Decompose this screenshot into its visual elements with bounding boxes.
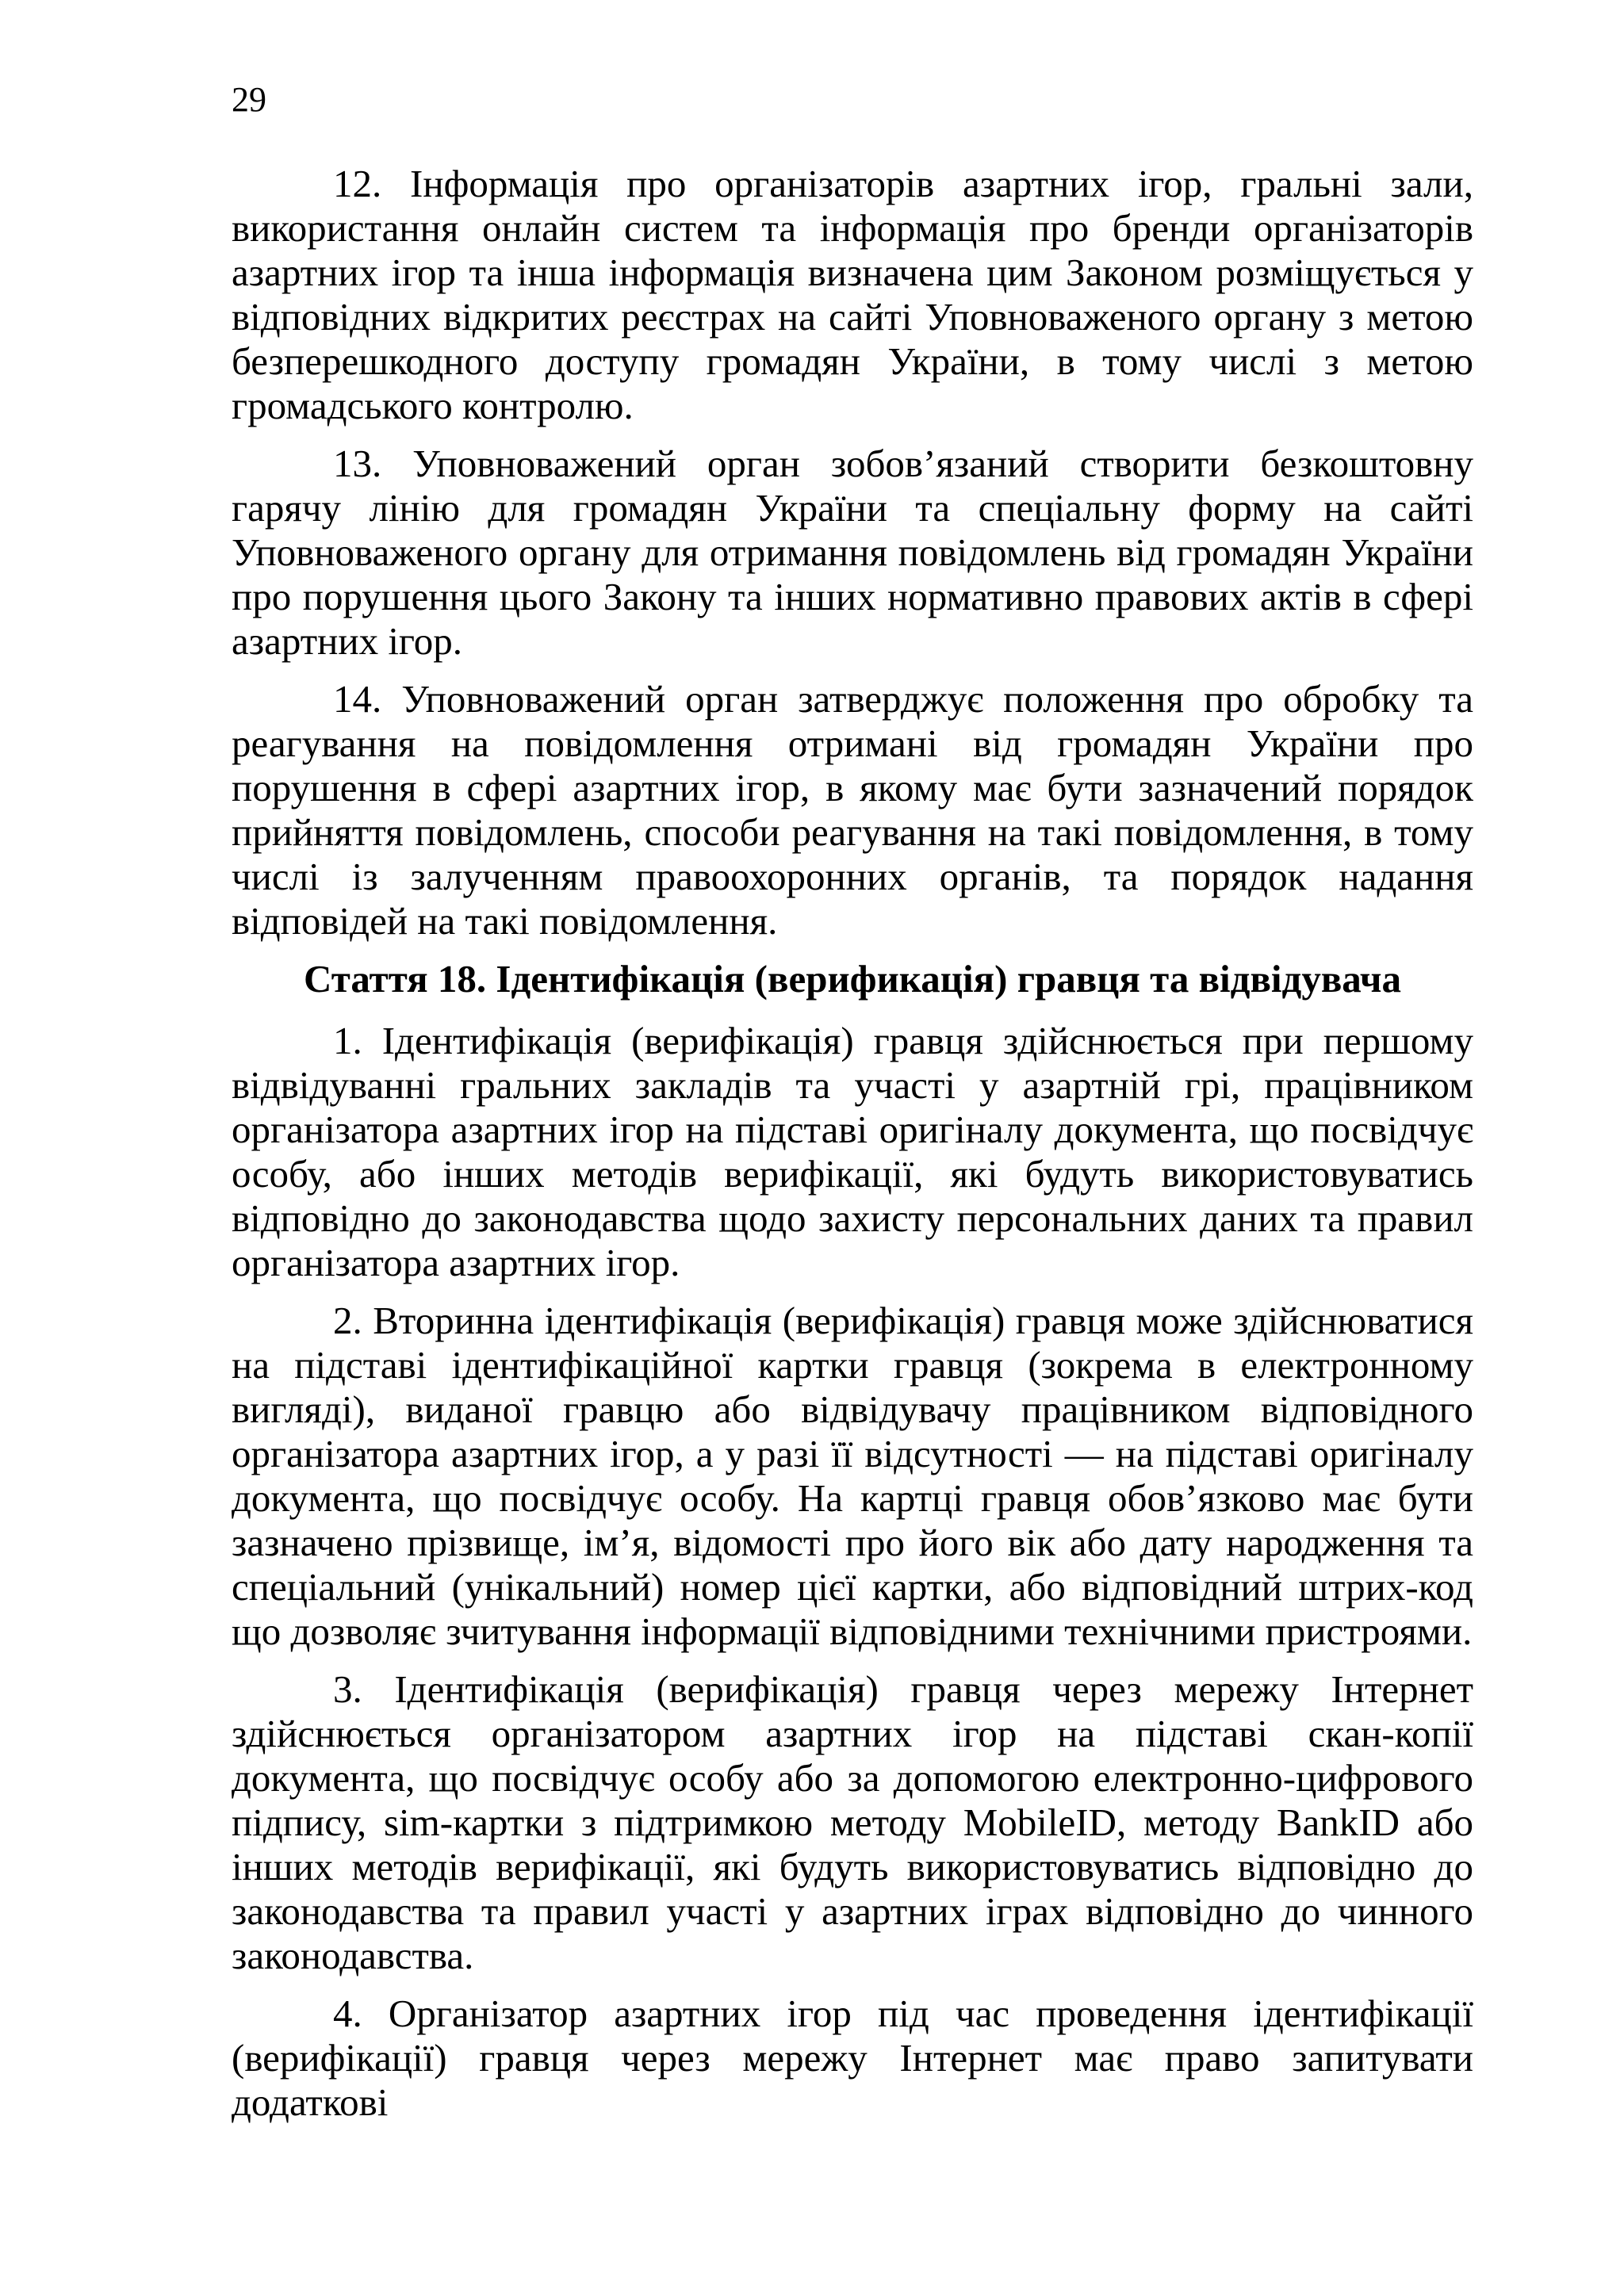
- page-number: 29: [232, 80, 266, 119]
- article-18-paragraph-1: 1. Ідентифікація (верифікація) гравця здійснюється при першому відвідуванні гральних закладів та участі у азартній грі, працівником організатора азартних ігор на підставі оригіналу документа, що посвідчує особу, або інших методів верифікації, які будуть використовуватись відповідно до законодавства щодо захисту персональних даних та правил організатора азартних ігор.: [232, 1019, 1473, 1284]
- article-18-heading: Стаття 18. Ідентифікація (верификація) гравця та відвідувача: [304, 957, 1401, 1001]
- article-18-paragraph-4: 4. Організатор азартних ігор під час проведення ідентифікації (верифікації) гравця через мережу Інтернет має право запитувати додаткові: [232, 1992, 1473, 2124]
- paragraph-14: 14. Уповноважений орган затверджує положення про обробку та реагування на повідомлення отримані від громадян України про порушення в сфері азартних ігор, в якому має бути зазначений порядок прийняття повідомлень, способи реагування на такі повідомлення, в тому числі із залученням правоохоронних органів, та порядок надання відповідей на такі повідомлення.: [232, 677, 1473, 943]
- document-body: [232, 162, 1473, 2138]
- article-18-paragraph-3: 3. Ідентифікація (верифікація) гравця через мережу Інтернет здійснюється організатором азартних ігор на підставі скан-копії документа, що посвідчує особу або за допомогою електронно-цифрового підпису, sim-картки з підтримкою методу MobileID, методу BankID або інших методів верифікації, які будуть використовуватись відповідно до законодавства та правил участі у азартних іграх відповідно до чинного законодавства.: [232, 1667, 1473, 1977]
- article-18-paragraph-2: 2. Вторинна ідентифікація (верифікація) гравця може здійснюватися на підставі ідентифікаційної картки гравця (зокрема в електронному вигляді), виданої гравцю або відвідувачу працівником відповідного організатора азартних ігор, а у разі її відсутності — на підставі оригіналу документа, що посвідчує особу. На картці гравця обов’язково має бути зазначено прізвище, ім’я, відомості про його вік або дату народження та спеціальний (унікальний) номер цієї картки, або відповідний штрих-код що дозволяє зчитування інформації відповідними технічними пристроями.: [232, 1299, 1473, 1653]
- paragraph-13: 13. Уповноважений орган зобов’язаний створити безкоштовну гарячу лінію для громадян України та спеціальну форму на сайті Уповноваженого органу для отримання повідомлень від громадян України про порушення цього Закону та інших нормативно правових актів в сфері азартних ігор.: [232, 442, 1473, 663]
- paragraph-12: 12. Інформація про організаторів азартних ігор, гральні зали, використання онлайн систем та інформація про бренди організаторів азартних ігор та інша інформація визначена цим Законом розміщується у відповідних відкритих реєстрах на сайті Уповноваженого органу з метою безперешкодного доступу громадян України, в тому числі з метою громадського контролю.: [232, 162, 1473, 427]
